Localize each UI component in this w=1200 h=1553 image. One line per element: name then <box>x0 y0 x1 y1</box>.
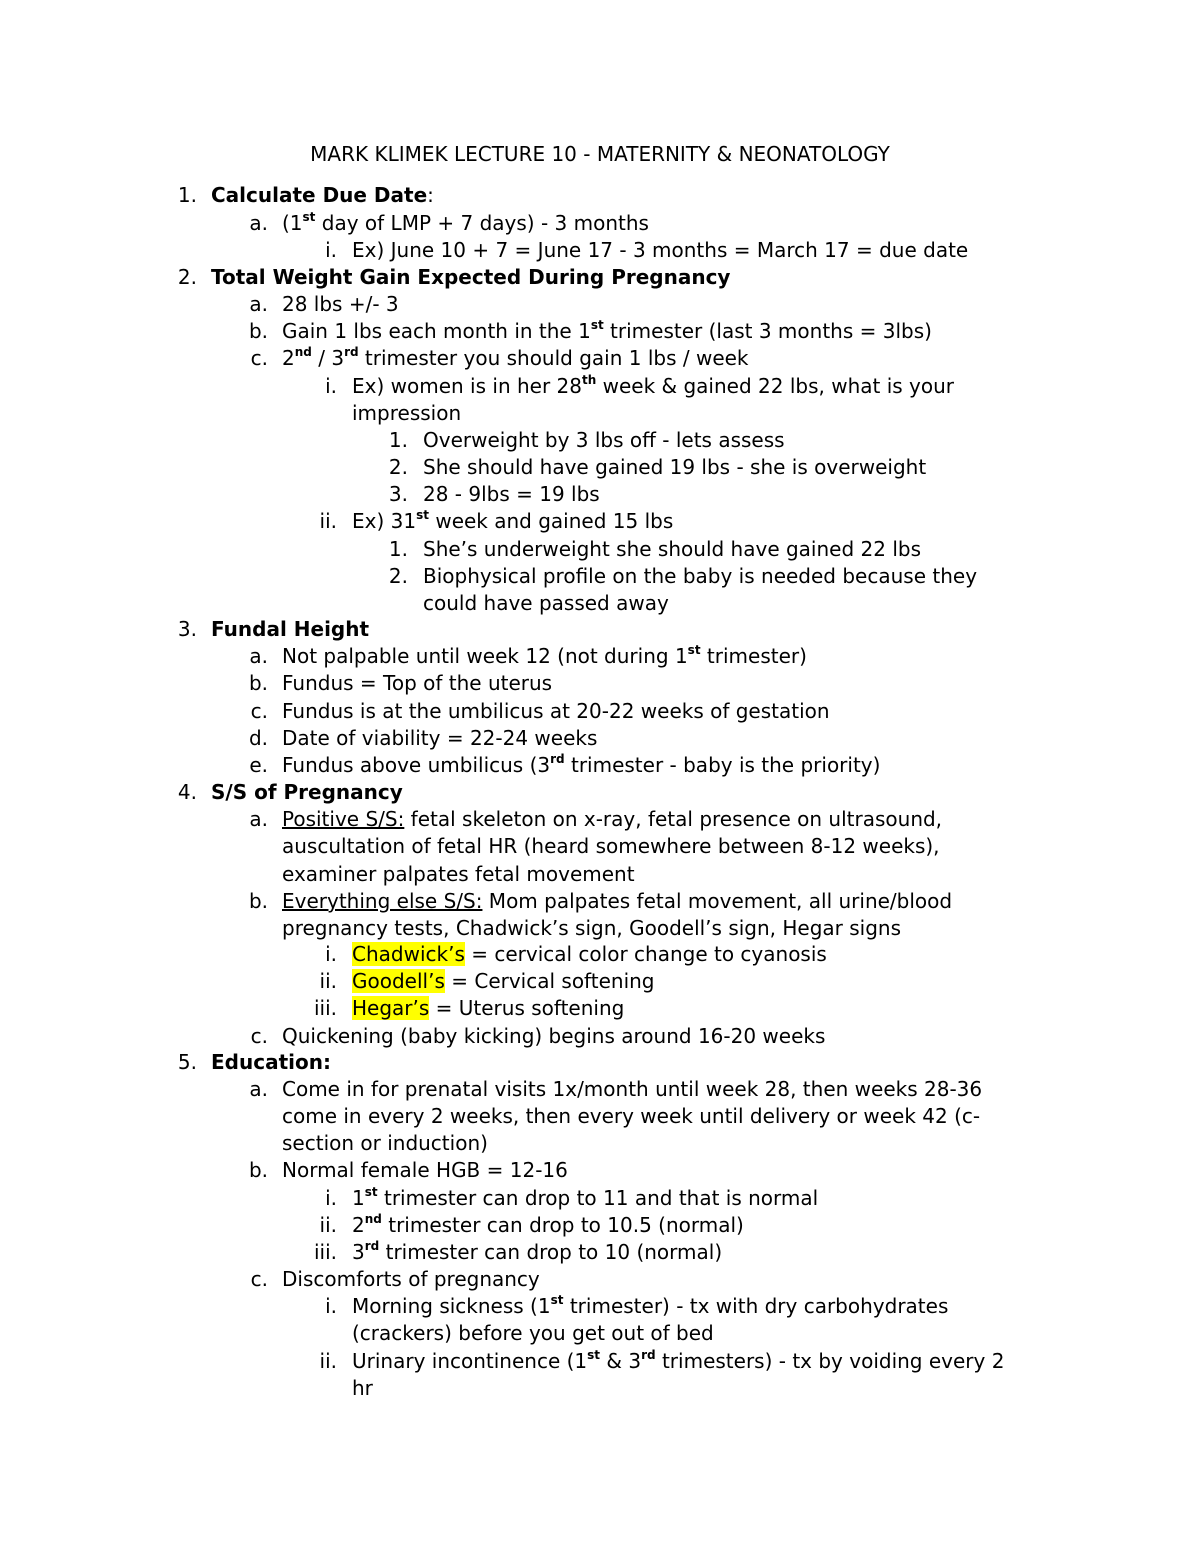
list-number: 2. <box>177 265 197 289</box>
item-text: 28 - 9lbs = 19 lbs <box>423 482 600 506</box>
list-marker: iii. <box>313 996 337 1020</box>
list-marker: b. <box>248 319 268 343</box>
item-text: = Uterus softening <box>429 996 625 1020</box>
item-text: trimester (last 3 months = 3lbs) <box>603 319 932 343</box>
item-text: She’s underweight she should have gained 22 lbs <box>423 537 921 561</box>
item-text: Quickening (baby kicking) begins around 16-20 weeks <box>282 1024 826 1048</box>
superscript: rd <box>364 1239 380 1253</box>
item-text: Morning sickness (1 <box>352 1294 551 1318</box>
item-text: Not palpable until week 12 (not during 1 <box>282 644 688 668</box>
heading-text: Fundal Height <box>211 617 370 641</box>
item-text: Ex) 31 <box>352 509 417 533</box>
item-text: (crackers) before you get out of bed <box>352 1321 714 1345</box>
item-text: trimester can drop to 10 (normal) <box>379 1240 723 1264</box>
item-text: 1 <box>352 1186 365 1210</box>
item-text: (1 <box>282 211 303 235</box>
superscript: rd <box>641 1348 656 1362</box>
item-text: Ex) June 10 + 7 = June 17 - 3 months = March 17 = due date <box>352 238 969 262</box>
list-marker: ii. <box>319 1213 337 1237</box>
superscript: st <box>587 1348 601 1362</box>
superscript: rd <box>344 345 359 359</box>
list-marker: 3. <box>388 482 408 506</box>
superscript: st <box>302 210 316 224</box>
item-text: week & gained 22 lbs, what is your <box>596 374 955 398</box>
list-marker: a. <box>249 211 268 235</box>
list-marker: iii. <box>313 1240 337 1264</box>
item-text: could have passed away <box>423 591 669 615</box>
item-text: Fundus above umbilicus (3 <box>282 753 551 777</box>
list-marker: b. <box>248 671 268 695</box>
item-text: / 3 <box>311 346 345 370</box>
list-marker: ii. <box>319 969 337 993</box>
item-text: trimester can drop to 11 and that is normal <box>377 1186 819 1210</box>
item-text: Overweight by 3 lbs off - lets assess <box>423 428 785 452</box>
heading-text: Education: <box>211 1050 331 1074</box>
list-marker: ii. <box>319 1349 337 1373</box>
superscript: nd <box>294 345 312 359</box>
item-text: Biophysical profile on the baby is needed because they <box>423 564 978 588</box>
list-marker: c. <box>250 699 268 723</box>
item-text: day of LMP + 7 days) - 3 months <box>315 211 649 235</box>
superscript: st <box>364 1185 378 1199</box>
item-text: trimester can drop to 10.5 (normal) <box>381 1213 744 1237</box>
list-marker: e. <box>249 753 268 777</box>
item-text: 3 <box>352 1240 365 1264</box>
item-text: trimester - baby is the priority) <box>564 753 881 777</box>
list-marker: 1. <box>388 537 408 561</box>
list-number: 4. <box>177 780 197 804</box>
highlighted-term: Hegar’s <box>352 996 430 1020</box>
list-marker: c. <box>250 1267 268 1291</box>
item-text: Date of viability = 22-24 weeks <box>282 726 598 750</box>
heading-text: Total Weight Gain Expected During Pregnancy <box>211 265 731 289</box>
superscript: st <box>687 643 701 657</box>
list-marker: i. <box>325 1186 337 1210</box>
highlighted-term: Chadwick’s <box>352 942 465 966</box>
list-number: 3. <box>177 617 197 641</box>
item-text: 2 <box>282 346 295 370</box>
list-marker: 2. <box>388 564 408 588</box>
superscript: st <box>550 1293 564 1307</box>
item-text: Normal female HGB = 12-16 <box>282 1158 568 1182</box>
heading-colon: : <box>427 183 434 207</box>
underlined-label: Positive S/S: <box>282 807 405 831</box>
heading-text: Calculate Due Date <box>211 183 428 207</box>
item-text: hr <box>352 1376 373 1400</box>
item-text: She should have gained 19 lbs - she is overweight <box>423 455 927 479</box>
item-text: examiner palpates fetal movement <box>282 862 635 886</box>
item-text: Fundus = Top of the uterus <box>282 671 553 695</box>
item-text: Fundus is at the umbilicus at 20-22 weeks of gestation <box>282 699 830 723</box>
superscript: rd <box>550 752 565 766</box>
list-number: 5. <box>177 1050 197 1074</box>
list-number: 1. <box>177 183 197 207</box>
list-marker: i. <box>325 1294 337 1318</box>
item-text: 2 <box>352 1213 365 1237</box>
item-text: trimester) <box>700 644 807 668</box>
item-text: trimester) - tx with dry carbohydrates <box>563 1294 949 1318</box>
item-text: Urinary incontinence (1 <box>352 1349 588 1373</box>
superscript: st <box>416 508 429 522</box>
item-text: Gain 1 lbs each month in the 1 <box>282 319 591 343</box>
item-text: trimester you should gain 1 lbs / week <box>358 346 749 370</box>
item-text: = cervical color change to cyanosis <box>464 942 827 966</box>
superscript: nd <box>364 1212 382 1226</box>
item-text: = Cervical softening <box>444 969 655 993</box>
highlighted-term: Goodell’s <box>352 969 445 993</box>
list-marker: b. <box>248 889 268 913</box>
list-marker: i. <box>325 374 337 398</box>
superscript: st <box>590 318 604 332</box>
item-text: Discomforts of pregnancy <box>282 1267 540 1291</box>
list-marker: a. <box>249 292 268 316</box>
item-text: & 3 <box>600 1349 642 1373</box>
item-text: section or induction) <box>282 1131 488 1155</box>
item-text: 28 lbs +/- 3 <box>282 292 399 316</box>
list-marker: c. <box>250 346 268 370</box>
list-marker: d. <box>248 726 268 750</box>
item-text: auscultation of fetal HR (heard somewhere between 8-12 weeks), <box>282 834 940 858</box>
item-text: come in every 2 weeks, then every week until delivery or week 42 (c- <box>282 1104 981 1128</box>
list-marker: i. <box>325 942 337 966</box>
list-marker: 1. <box>388 428 408 452</box>
list-marker: ii. <box>319 509 337 533</box>
item-text: fetal skeleton on x-ray, fetal presence on ultrasound, <box>404 807 943 831</box>
item-text: Ex) women is in her 28 <box>352 374 582 398</box>
item-text: impression <box>352 401 462 425</box>
list-marker: b. <box>248 1158 268 1182</box>
list-marker: a. <box>249 807 268 831</box>
superscript: th <box>581 373 597 387</box>
item-text: Mom palpates fetal movement, all urine/blood <box>482 889 953 913</box>
page-title: MARK KLIMEK LECTURE 10 - MATERNITY & NEONATOLOGY <box>310 142 890 166</box>
list-marker: a. <box>249 644 268 668</box>
list-marker: i. <box>325 238 337 262</box>
item-text: Come in for prenatal visits 1x/month until week 28, then weeks 28-36 <box>282 1077 983 1101</box>
list-marker: c. <box>250 1024 268 1048</box>
heading-text: S/S of Pregnancy <box>211 780 403 804</box>
underlined-label: Everything else S/S: <box>282 889 483 913</box>
item-text: week and gained 15 lbs <box>428 509 674 533</box>
list-marker: 2. <box>388 455 408 479</box>
list-marker: a. <box>249 1077 268 1101</box>
item-text: pregnancy tests, Chadwick’s sign, Goodell’s sign, Hegar signs <box>282 916 902 940</box>
item-text: trimesters) - tx by voiding every 2 <box>655 1349 1005 1373</box>
